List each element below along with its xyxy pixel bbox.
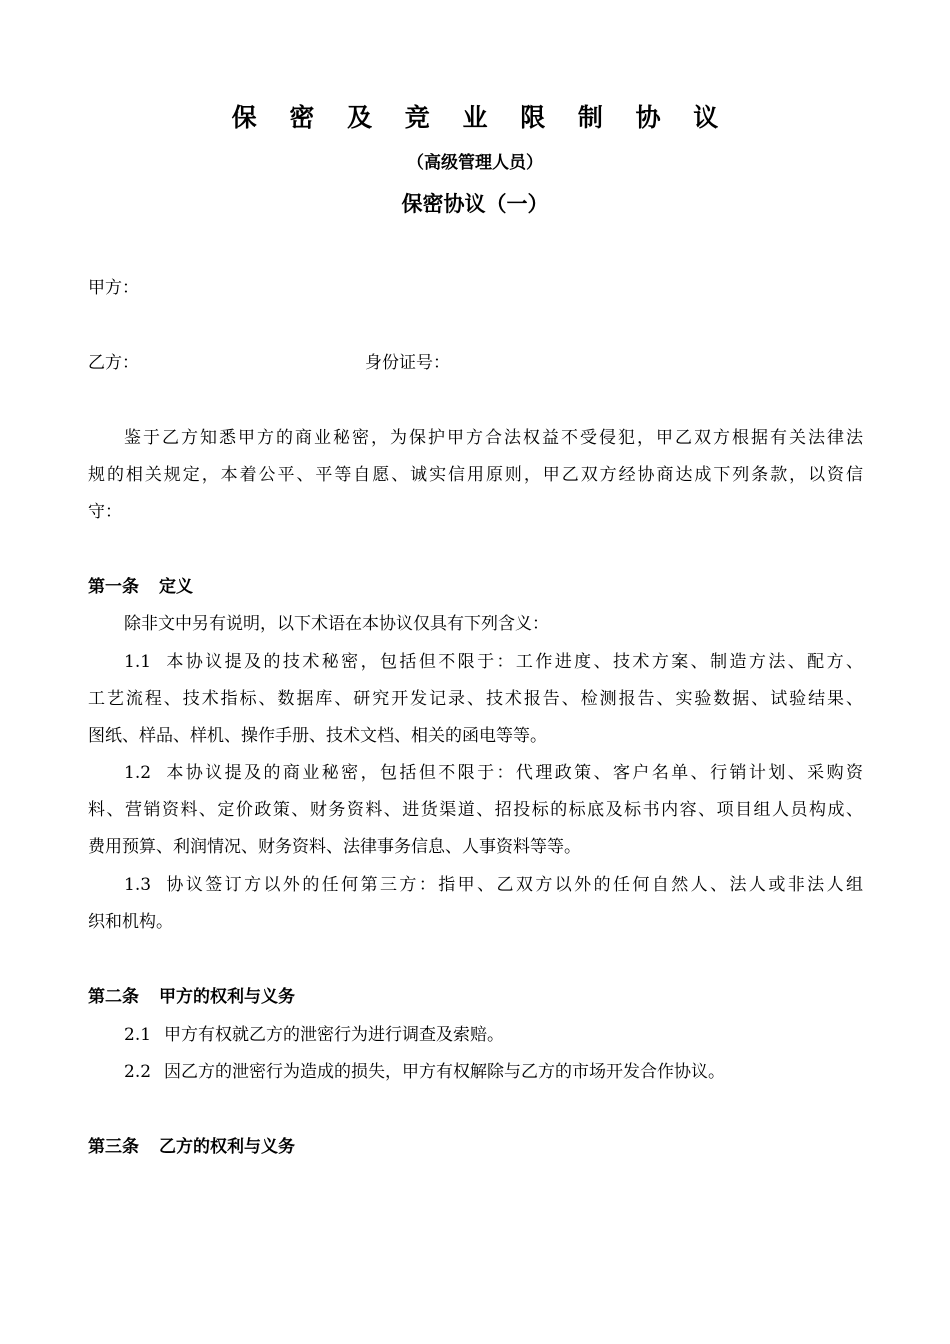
clause-1-2-text: 本协议提及的商业秘密，包括但不限于：代理政策、客户名单、行销计划、采购资 (164, 763, 863, 783)
article-1-heading (88, 572, 193, 597)
clause-1-3-line-1 (124, 870, 863, 895)
preamble-line-3: 守： (88, 502, 122, 522)
article-3-title: 乙方的权利与义务 (159, 1137, 295, 1157)
article-2-heading (88, 982, 295, 1007)
clause-2-1 (124, 1020, 504, 1045)
clause-2-1-number: 2.1 (124, 1025, 152, 1045)
clause-2-2-number: 2.2 (124, 1062, 152, 1082)
article-3-heading (88, 1132, 295, 1157)
article-1-intro: 除非文中另有说明，以下术语在本协议仅具有下列含义： (124, 614, 549, 634)
clause-1-3-line-2: 织和机构。 (88, 912, 173, 932)
party-a-label: 甲方： (88, 278, 139, 298)
id-number-label: 身份证号： (365, 353, 450, 373)
document-title: 保 密 及 竞 业 限 制 协 议 (231, 103, 731, 132)
article-2-title: 甲方的权利与义务 (159, 987, 295, 1007)
clause-1-1-line-2: 工艺流程、技术指标、数据库、研究开发记录、技术报告、检测报告、实验数据、试验结果、 (88, 689, 863, 709)
preamble-line-1: 鉴于乙方知悉甲方的商业秘密，为保护甲方合法权益不受侵犯，甲乙双方根据有关法律法 (124, 428, 863, 448)
preamble-line-2: 规的相关规定，本着公平、平等自愿、诚实信用原则，甲乙双方经协商达成下列条款，以资信 (88, 465, 863, 485)
clause-1-1-line-1 (124, 647, 863, 672)
section-title: 保密协议（一） (401, 191, 549, 216)
clause-1-2-line-3: 费用预算、利润情况、财务资料、法律事务信息、人事资料等等。 (88, 837, 581, 857)
article-2-number: 第二条 (88, 987, 139, 1007)
clause-2-1-text: 甲方有权就乙方的泄密行为进行调查及索赔。 (164, 1025, 504, 1045)
clause-1-2-line-1 (124, 758, 863, 783)
article-1-title: 定义 (159, 577, 193, 597)
clause-1-1-text: 本协议提及的技术秘密，包括但不限于：工作进度、技术方案、制造方法、配方、 (164, 652, 863, 672)
clause-1-2-number: 1.2 (124, 763, 152, 783)
article-3-number: 第三条 (88, 1137, 139, 1157)
clause-1-2-line-2: 料、营销资料、定价政策、财务资料、进货渠道、招投标的标底及标书内容、项目组人员构成、 (88, 800, 863, 820)
document-subtitle: （高级管理人员） (407, 153, 543, 173)
clause-1-1-line-3: 图纸、样品、样机、操作手册、技术文档、相关的函电等等。 (88, 726, 547, 746)
clause-2-2-text: 因乙方的泄密行为造成的损失，甲方有权解除与乙方的市场开发合作协议。 (164, 1062, 725, 1082)
clause-1-3-text: 协议签订方以外的任何第三方：指甲、乙双方以外的任何自然人、法人或非法人组 (164, 875, 863, 895)
clause-2-2 (124, 1057, 725, 1082)
party-b-label: 乙方： (88, 353, 139, 373)
article-1-number: 第一条 (88, 577, 139, 597)
clause-1-3-number: 1.3 (124, 875, 152, 895)
clause-1-1-number: 1.1 (124, 652, 152, 672)
